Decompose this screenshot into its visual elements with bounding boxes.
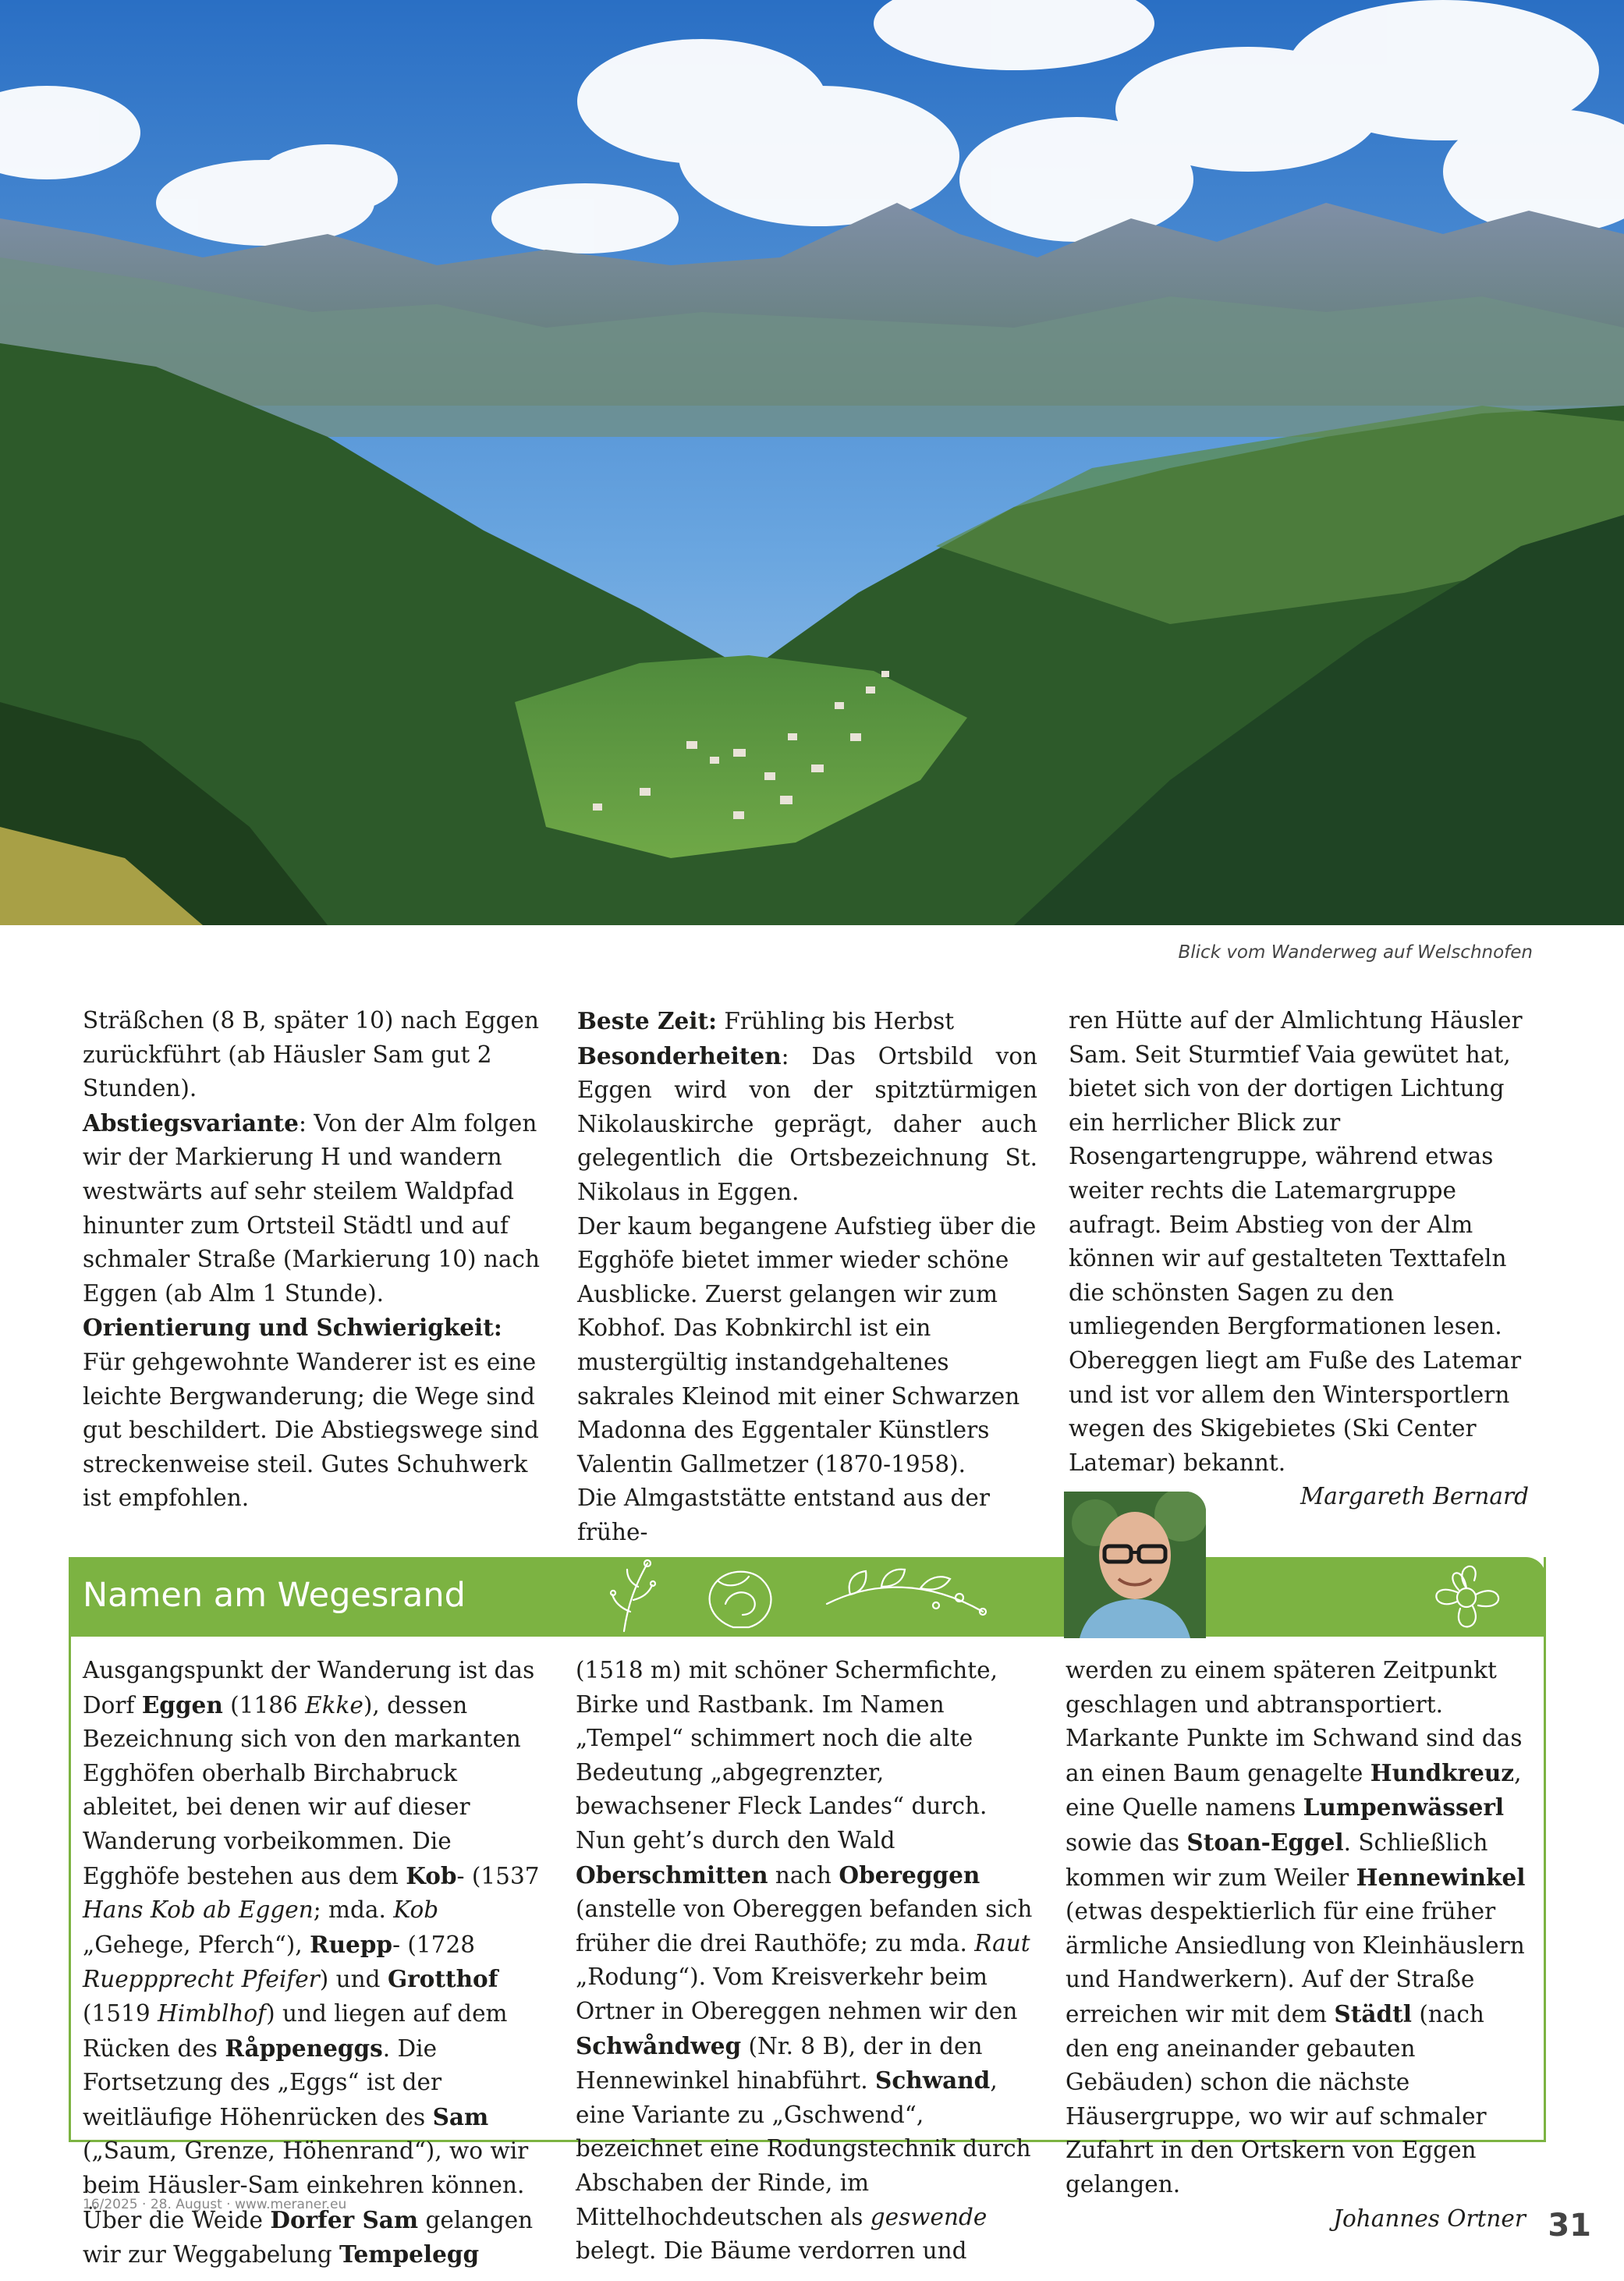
names-box-column-2 [576,1654,1036,2269]
paragraph: Orientierung und Schwierigkeit: Für gehgewohnte Wanderer ist es eine leichte Bergwanderung; die Wege sind gut beschildert. Die Abstiegswege sind streckenweise steil. Gutes Schuhwerk ist empfohlen. [83,1314,539,1512]
label-besonderheiten: Besonderheiten [577,1041,782,1070]
person-avatar-icon [1064,1492,1206,1638]
names-box-column-3 [1066,1654,1526,2236]
mountain-valley-photo [0,0,1624,925]
paragraph: Sträßchen (8 B, später 10) nach Eggen zurückführt (ab Häusler Sam gut 2 Stunden). [83,1007,539,1102]
author-signature: Johannes Ortner [1333,2205,1526,2232]
author-signature: Margareth Bernard [1300,1483,1529,1510]
issue-info: 16/2025 · 28. August · www.meraner.eu [83,2197,347,2212]
hero-photo [0,0,1624,925]
paragraph: Besonderheiten: Das Ortsbild von Eggen wird von der spitztürmigen Nikolauskirche geprägt, daher auch gelegentlich die Ortsbezeichnung St. Nikolaus in Eggen. [577,1041,1037,1205]
paragraph: Die Almgaststätte entstand aus der frühe- [577,1485,990,1545]
names-box-column-1 [83,1654,543,2272]
paragraph: Der kaum begangene Aufstieg über die Egghöfe bietet immer wieder schöne Ausblicke. Zuerst gelangen wir zum Kobhof. Das Kobnkirchl ist ein mustergültig instandgehaltenes sakrales Kleinod mit einer Schwarzen Madonna des Eggentaler Künstlers Valentin Gallmetzer (1870-1958). [577,1212,1037,1478]
label-orientierung: Orientierung und Schwierigkeit: [83,1314,502,1342]
paragraph: werden zu einem späteren Zeitpunkt geschlagen und abtransportiert. Markante Punkte im Schwand sind das an einen Baum genagelte Hundkreuz, eine Quelle namens Lumpenwässerl sowie das Stoan-Eggel. Schließlich kommen wir zum Weiler Hennewinkel (etwas despektierlich für eine früher ärmliche Ansiedlung von Kleinhäuslern und Handwerkern). Auf der Straße erreichen wir mit dem Städtl (nach den eng aneinander gebauten Gebäuden) schon die nächste Häusergruppe, wo wir auf schmaler Zufahrt in den Ortskern von Eggen gelangen. [1066,1657,1526,2198]
page-number: 31 [1548,2208,1591,2244]
floral-decoration-icon [593,1557,1513,1637]
photo-caption: Blick vom Wanderweg auf Welschnofen [1178,942,1533,963]
paragraph: Beste Zeit: Frühling bis Herbst [577,1007,955,1034]
paragraph: Ausgangspunkt der Wanderung ist das Dorf Eggen (1186 Ekke), dessen Bezeichnung sich von den markanten Egghöfen oberhalb Birchabruck ableitet, bei denen wir auf dieser Wanderung vorbeikommen. Die Egghöfe bestehen aus dem Kob- (1537 Hans Kob ab Eggen; mda. Kob „Gehege, Pferch“), Ruepp- (1728 Rueppprecht Pfeifer) und Grotthof (1519 Himblhof) und liegen auf dem Rücken des Råppeneggs. Die Fortsetzung des „Eggs“ ist der weitläufige Höhenrücken des Sam („Saum, Grenze, Höhenrand“), wo wir beim Häusler-Sam einkehren können. Über die Weide Dorfer Sam gelangen wir zur Weggabelung Tempelegg [83,1657,540,2269]
article-column-1 [83,1004,543,1516]
label-beste-zeit: Beste Zeit: [577,1007,718,1034]
label-abstiegsvariante: Abstiegsvariante [83,1109,299,1137]
paragraph: Abstiegsvariante: Von der Alm folgen wir der Markierung H und wandern westwärts auf sehr steilem Waldpfad hinunter zum Ortsteil Städtl und auf schmaler Straße (Markierung 10) nach Eggen (ab Alm 1 Stunde). [83,1109,540,1307]
names-box-title: Namen am Wegesrand [83,1576,466,1615]
author-portrait [1064,1492,1206,1638]
paragraph: (1518 m) mit schöner Schermfichte, Birke und Rastbank. Im Namen „Tempel“ schimmert noch die alte Bedeutung „abgegrenzter, bewachsener Fleck Landes“ durch. Nun geht’s durch den Wald Oberschmitten nach Obereggen (anstelle von Obereggen befanden sich früher die drei Rauthöfe; zu mda. Raut „Rodung“). Vom Kreisverkehr beim Ortner in Obereggen nehmen wir den Schwåndweg (Nr. 8 B), der in den Hennewinkel hinabführt. Schwand, eine Variante zu „Gschwend“, bezeichnet eine Rodungstechnik durch Abschaben der Rinde, im Mittelhochdeutschen als geswende belegt. Die Bäume verdorren und [576,1657,1033,2265]
paragraph: ren Hütte auf der Almlichtung Häusler Sam. Seit Sturmtief Vaia gewütet hat, bietet sich von der dortigen Lichtung ein herrlicher Blick zur Rosengartengruppe, während etwas weiter rechts die Latemargruppe aufragt. Beim Abstieg von der Alm können wir auf gestalteten Texttafeln die schönsten Sagen zu den umliegenden Bergformationen lesen. [1069,1007,1523,1340]
article-column-3 [1069,1004,1529,1514]
article-column-2 [577,1004,1037,1550]
paragraph: Obereggen liegt am Fuße des Latemar und ist vor allem den Wintersportlern wegen des Skigebietes (Ski Center Latemar) bekannt. [1069,1346,1522,1476]
